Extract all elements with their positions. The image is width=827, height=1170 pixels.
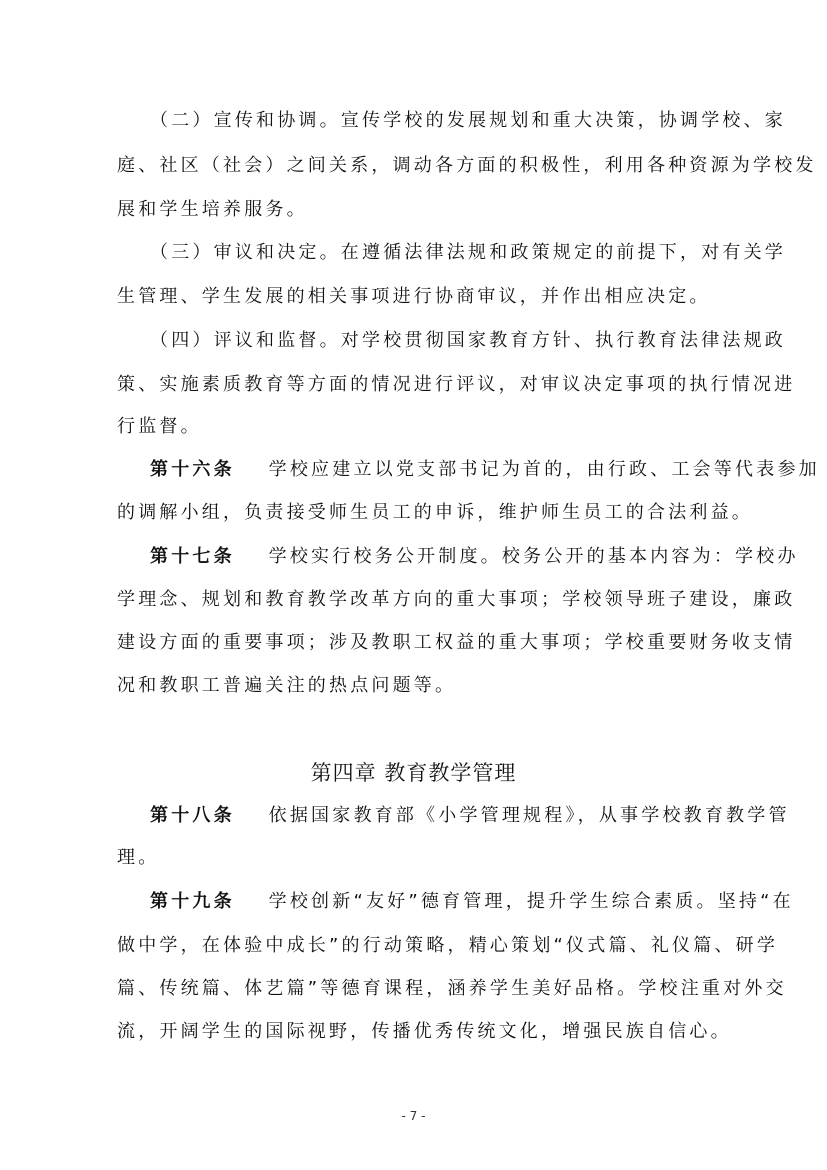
paragraph-text: （三）审议和决定。在遵循法律法规和政策规定的前提下，对有关学 <box>150 242 786 263</box>
paragraph-text: 学理念、规划和教育教学改革方向的重大事项；学校领导班子建设，廉政 <box>117 589 796 610</box>
article-number-19: 第十九条 <box>150 891 235 912</box>
paragraph-line <box>117 282 747 312</box>
paragraph-text: 做中学，在体验中成长”的行动策略，精心策划“仪式篇、礼仪篇、研学 <box>117 935 779 956</box>
paragraph-text: 策、实施素质教育等方面的情况进行评议，对审议决定事项的执行情况进 <box>117 374 796 395</box>
paragraph-line <box>117 498 753 528</box>
paragraph-line <box>150 455 820 485</box>
paragraph-text: 况和教职工普遍关注的热点问题等。 <box>117 675 457 696</box>
paragraph-line <box>150 542 799 572</box>
page-number: - 7 - <box>401 1109 426 1123</box>
paragraph-line <box>150 887 794 917</box>
paragraph-text: 展和学生培养服务。 <box>117 199 308 220</box>
paragraph-text: 学校创新“友好”德育管理，提升学生综合素质。坚持“在 <box>268 891 794 912</box>
paragraph-line <box>117 195 747 225</box>
paragraph-text: 流，开阔学生的国际视野，传播优秀传统文化，增强民族自信心。 <box>117 1021 732 1042</box>
article-number-16: 第十六条 <box>150 459 235 480</box>
paragraph-text: 学校应建立以党支部书记为首的，由行政、工会等代表参加 <box>268 459 820 480</box>
paragraph-text: 生管理、学生发展的相关事项进行协商审议，并作出相应决定。 <box>117 286 711 307</box>
paragraph-line <box>117 412 747 442</box>
paragraph-line <box>117 151 817 181</box>
paragraph-line <box>117 671 747 701</box>
chapter-heading: 第四章 教育教学管理 <box>310 761 517 785</box>
paragraph-text: 行监督。 <box>117 416 202 437</box>
paragraph-line <box>117 628 796 658</box>
paragraph-line <box>117 974 787 1004</box>
paragraph-line <box>117 370 796 400</box>
paragraph-text: 理。 <box>117 847 160 868</box>
article-number-18: 第十八条 <box>150 805 235 826</box>
paragraph-line <box>117 931 779 961</box>
paragraph-text: 的调解小组，负责接受师生员工的申诉，维护师生员工的合法利益。 <box>117 502 753 523</box>
paragraph-line <box>150 106 786 136</box>
paragraph-text: （四）评议和监督。对学校贯彻国家教育方针、执行教育法律法规政 <box>150 330 786 351</box>
paragraph-line <box>150 801 790 831</box>
paragraph-line <box>150 326 786 356</box>
paragraph-text: 建设方面的重要事项；涉及教职工权益的重大事项；学校重要财务收支情 <box>117 632 796 653</box>
paragraph-line <box>150 238 786 268</box>
paragraph-text: 学校实行校务公开制度。校务公开的基本内容为：学校办 <box>268 546 799 567</box>
paragraph-text: 庭、社区（社会）之间关系，调动各方面的积极性，利用各种资源为学校发 <box>117 155 817 176</box>
paragraph-text: 依据国家教育部《小学管理规程》，从事学校教育教学管 <box>268 805 790 826</box>
paragraph-text: 篇、传统篇、体艺篇”等德育课程，涵养学生美好品格。学校注重对外交 <box>117 978 787 999</box>
article-number-17: 第十七条 <box>150 546 235 567</box>
paragraph-line <box>117 1017 747 1047</box>
paragraph-line <box>117 585 796 615</box>
paragraph-line <box>117 843 747 873</box>
paragraph-text: （二）宣传和协调。宣传学校的发展规划和重大决策，协调学校、家 <box>150 110 786 131</box>
